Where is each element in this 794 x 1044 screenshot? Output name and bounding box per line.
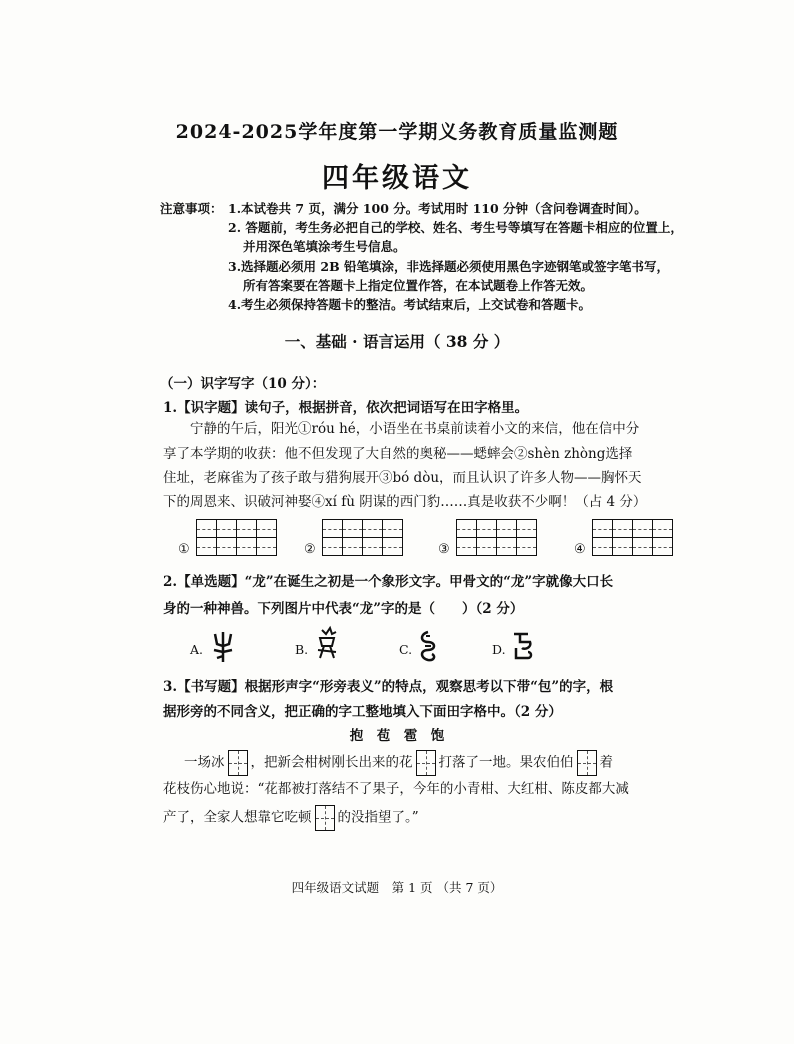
answer-grid-3[interactable]	[456, 519, 537, 556]
grid-label-2: ②	[304, 542, 316, 557]
q3-paragraph-line-1	[184, 750, 613, 776]
option-c-label[interactable]: C.	[399, 642, 413, 657]
notice-item-2a: 2. 答题前，考生务必把自己的学校、姓名、考生号等填写在答题卡相应的位置上，	[228, 220, 683, 235]
q1-line-4: 下的周恩来、识破河神娶④xí fù 阴谋的西门豹……真是收获不少啊！（占 4 分）	[163, 494, 647, 510]
notice-label: 注意事项：	[160, 201, 223, 216]
section-title: 一、基础 · 语言运用（ 38 分 ）	[284, 332, 510, 351]
notice-item-3a: 3.选择题必须用 2B 铅笔填涂，非选择题必须使用黑色字迹钢笔或签字笔书写，	[228, 259, 670, 274]
fill-box-2[interactable]	[416, 750, 436, 776]
q3-line-2: 据形旁的不同含义，把正确的字工整地填入下面田字格中。（2 分）	[163, 704, 562, 720]
fill-box-3[interactable]	[577, 750, 597, 776]
option-d-label[interactable]: D.	[492, 642, 506, 657]
exam-subtitle: 四年级语文	[322, 163, 472, 194]
q2-line-2: 身的一种神兽。下列图片中代表“龙”字的是（ ）（2 分）	[163, 601, 524, 617]
q3-text-3a: 产了，全家人想靠它吃顿	[163, 809, 312, 826]
q2-line-1: 2.【单选题】“龙”在诞生之初是一个象形文字。甲骨文的“龙”字就像大口长	[163, 574, 614, 590]
fill-box-4[interactable]	[315, 805, 335, 831]
subsection-title: （一）识字写字（10 分）：	[160, 376, 326, 392]
page-footer: 四年级语文试题 第 1 页 （共 7 页）	[291, 880, 503, 895]
q3-text-1c: 打落了一地。果农伯伯	[438, 754, 574, 771]
q1-line-3: 住址，老麻雀为了孩子敢与猎狗展开③bó dòu，而且认识了许多人物——胸怀天	[163, 470, 642, 486]
q1-line-2: 享了本学期的收获：他不但发现了大自然的奥秘——蟋蟀会②shèn zhòng选择	[163, 446, 633, 462]
oracle-glyph-c-icon	[414, 628, 442, 666]
q3-paragraph-line-2: 花枝伤心地说：“花都被打落结不了果子，今年的小青柑、大红柑、陈皮都大减	[163, 781, 629, 797]
notice-item-4: 4.考生必须保持答题卡的整洁。考试结束后，上交试卷和答题卡。	[228, 297, 592, 312]
notice-item-3b: 所有答案要在答题卡上指定位置作答，在本试题卷上作答无效。	[243, 278, 594, 293]
q1-line-1: 宁静的午后，阳光①róu hé，小语坐在书桌前读着小文的来信，他在信中分	[190, 421, 640, 437]
answer-grid-4[interactable]	[592, 519, 673, 556]
answer-grid-1[interactable]	[196, 519, 277, 556]
q1-heading: 1.【识字题】读句子，根据拼音，依次把词语写在田字格里。	[163, 400, 529, 416]
oracle-glyph-a-icon	[208, 628, 238, 666]
q3-text-1d: 着	[599, 754, 613, 771]
grid-label-4: ④	[574, 542, 586, 557]
q3-text-1a: 一场冰	[184, 754, 225, 771]
oracle-glyph-d-icon	[508, 628, 536, 664]
notice-item-2b: 并用深色笔填涂考生号信息。	[243, 239, 406, 254]
q3-candidate-chars: 抱 苞 雹 饱	[349, 728, 445, 744]
oracle-glyph-b-icon	[312, 624, 342, 666]
q3-text-3b: 的没指望了。”	[337, 809, 419, 826]
notice-item-1: 1.本试卷共 7 页，满分 100 分。考试用时 110 分钟（含问卷调查时间）。	[228, 201, 647, 216]
q3-text-1b: ，把新会柑树刚长出来的花	[250, 754, 413, 771]
option-b-label[interactable]: B.	[295, 642, 309, 657]
grid-label-1: ①	[178, 542, 190, 557]
fill-box-1[interactable]	[228, 750, 248, 776]
exam-title: 2024-2025学年度第一学期义务教育质量监测题	[175, 121, 619, 143]
option-a-label[interactable]: A.	[190, 642, 204, 657]
grid-label-3: ③	[438, 542, 450, 557]
q3-paragraph-line-3	[163, 805, 419, 831]
answer-grid-2[interactable]	[322, 519, 403, 556]
q3-line-1: 3.【书写题】根据形声字“形旁表义”的特点，观察思考以下带“包”的字，根	[163, 679, 614, 695]
